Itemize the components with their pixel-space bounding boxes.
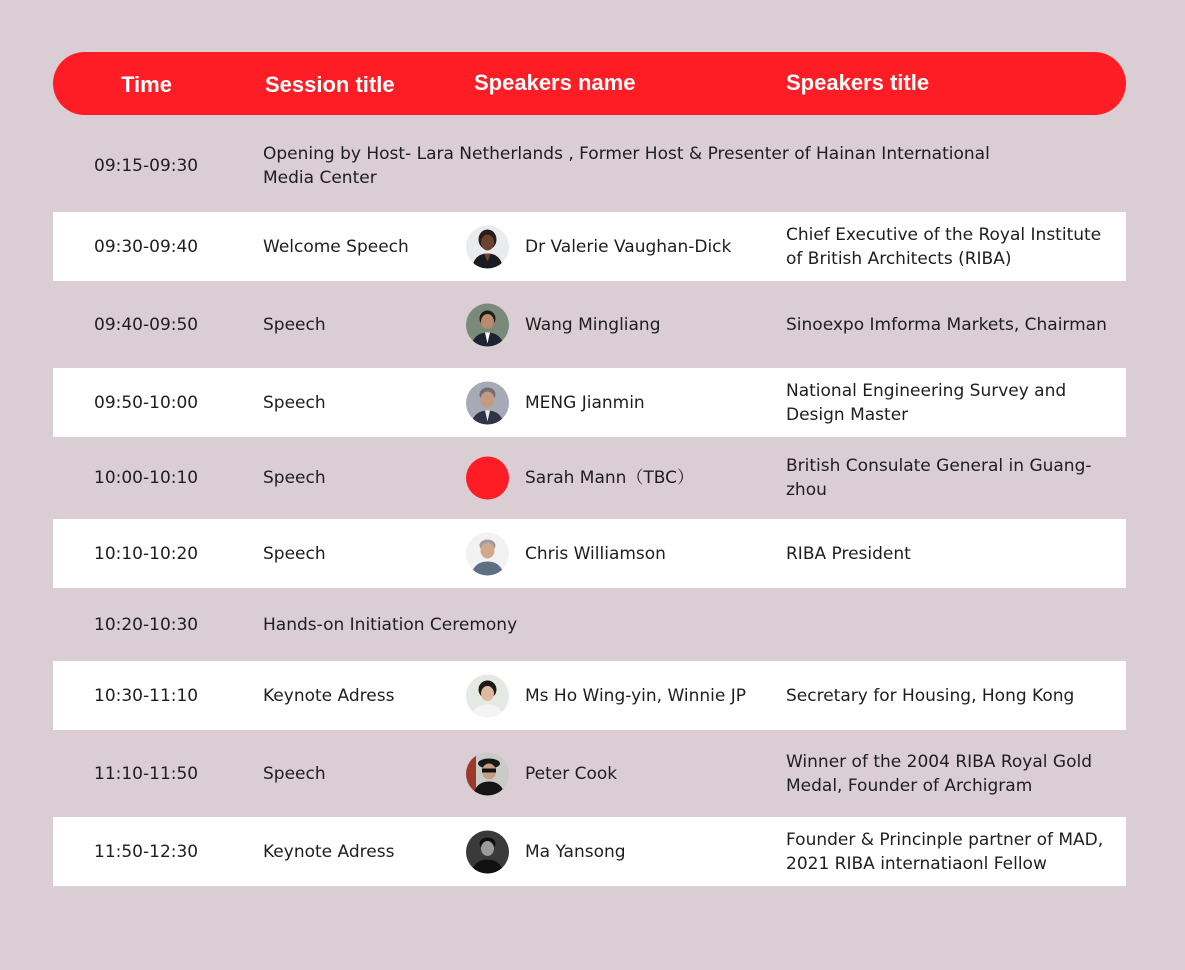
row-speaker-name: Dr Valerie Vaughan-Dick [525, 236, 732, 257]
row-session-title: Opening by Host- Lara Netherlands , Former Host & Presenter of Hainan International Media Center [263, 144, 990, 188]
row-speaker-title: RIBA President [786, 543, 911, 564]
row-time: 10:20-10:30 [94, 614, 199, 635]
row-session-title: Speech [263, 763, 326, 784]
row-speaker-title: Chief Executive of the Royal Institute of British Architects (RIBA) [786, 224, 1102, 269]
row-speaker-name: Ms Ho Wing-yin, Winnie JP [525, 685, 746, 706]
row-session-title: Welcome Speech [263, 236, 409, 257]
speaker-avatar [466, 303, 509, 346]
agenda-row-opening [53, 120, 1126, 212]
agenda-header [53, 52, 1126, 115]
row-time: 09:15-09:30 [94, 156, 199, 176]
header-session-title: Session title [265, 72, 395, 97]
row-speaker-name: Sarah Mann（TBC） [525, 468, 695, 488]
row-time: 10:00-10:10 [94, 468, 199, 488]
agenda-row [53, 730, 1126, 817]
speaker-avatar [466, 752, 509, 795]
row-time: 10:10-10:20 [94, 543, 199, 564]
row-speaker-title: Founder & Princinple partner of MAD, 2021 RIBA internatiaonl Fellow [786, 829, 1104, 874]
row-time: 09:40-09:50 [94, 314, 199, 335]
row-session-title: Hands-on Initiation Ceremony [263, 614, 518, 635]
row-time: 09:30-09:40 [94, 236, 199, 257]
agenda-row [53, 661, 1126, 730]
row-session-title: Speech [263, 392, 326, 413]
row-speaker-name: MENG Jianmin [525, 392, 645, 413]
header-speakers-name: Speakers name [474, 70, 636, 95]
header-speakers-title: Speakers title [786, 70, 930, 95]
agenda-row [53, 817, 1126, 886]
speaker-avatar [466, 225, 509, 268]
row-session-title: Speech [263, 314, 326, 335]
row-speaker-title: Secretary for Housing, Hong Kong [786, 685, 1075, 706]
speaker-avatar [466, 830, 509, 873]
row-speaker-name: Peter Cook [525, 763, 618, 784]
speaker-avatar-placeholder [466, 457, 509, 500]
row-time: 11:10-11:50 [94, 763, 199, 784]
row-session-title: Speech [263, 468, 326, 488]
agenda-row [53, 519, 1126, 588]
row-session-title: Keynote Adress [263, 841, 395, 862]
row-speaker-title: Winner of the 2004 RIBA Royal Gold Medal, Founder of Archigram [786, 751, 1092, 796]
row-speaker-title: British Consulate General in Guang-zhou [786, 456, 1092, 500]
row-speaker-name: Chris Williamson [525, 543, 666, 564]
row-speaker-name: Ma Yansong [525, 841, 626, 862]
row-time: 09:50-10:00 [94, 392, 199, 413]
agenda-row [53, 212, 1126, 281]
speaker-avatar [466, 674, 509, 717]
agenda-row [53, 368, 1126, 437]
speaker-avatar [466, 381, 509, 424]
agenda-row [53, 281, 1126, 368]
speaker-avatar [466, 532, 509, 575]
row-speaker-title: Sinoexpo Imforma Markets, Chairman [786, 314, 1107, 335]
agenda-row-ceremony [53, 588, 1126, 661]
row-session-title: Keynote Adress [263, 685, 395, 706]
row-time: 10:30-11:10 [94, 685, 199, 706]
row-speaker-title: National Engineering Survey and Design Master [786, 380, 1067, 425]
agenda-row [53, 437, 1126, 519]
row-session-title: Speech [263, 543, 326, 564]
row-time: 11:50-12:30 [94, 841, 199, 862]
header-time: Time [121, 72, 172, 97]
row-speaker-name: Wang Mingliang [525, 314, 661, 335]
